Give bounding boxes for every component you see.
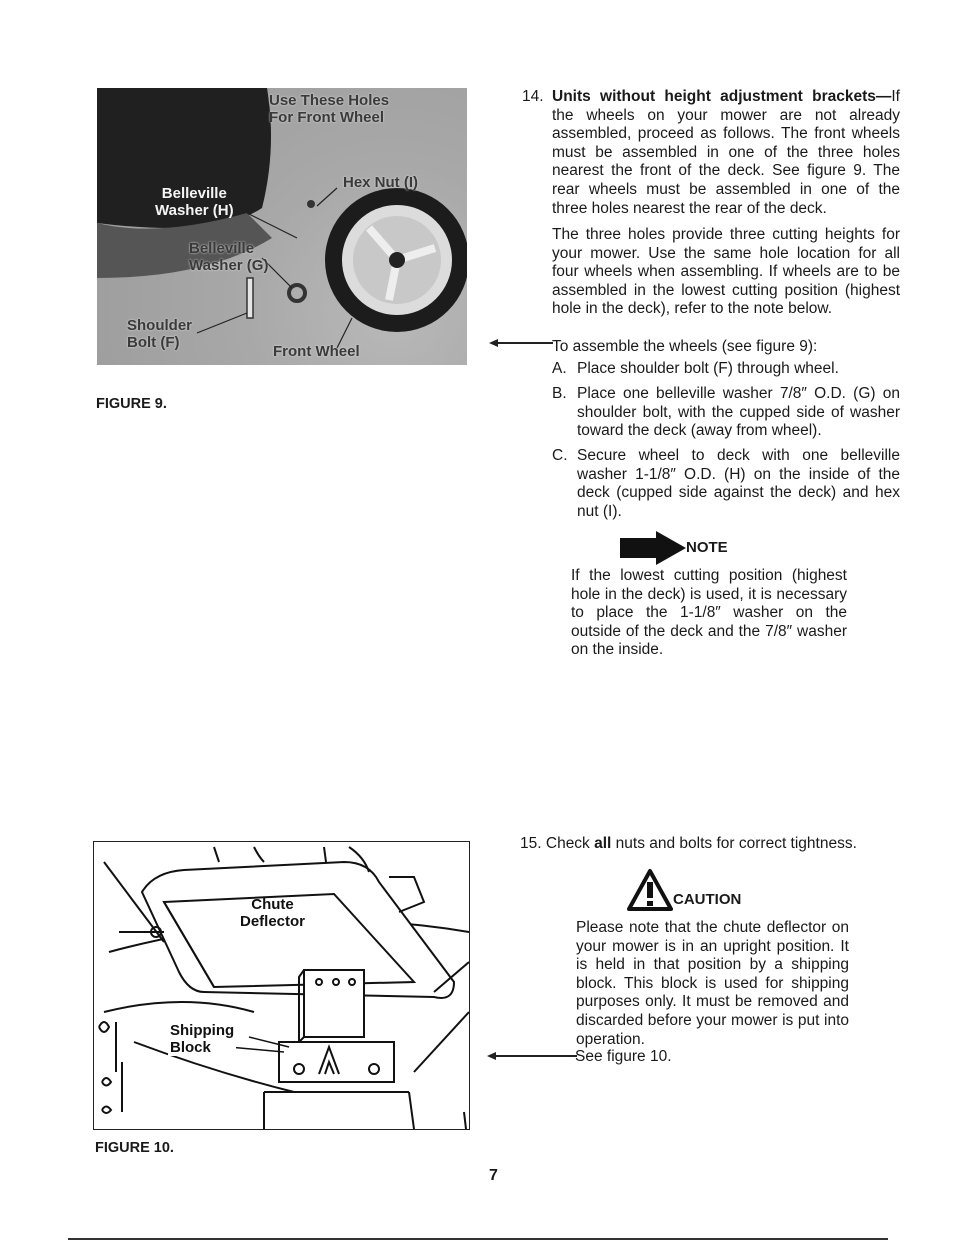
step-15-number: 15.	[520, 835, 542, 852]
see-figure-10: See figure 10.	[575, 1048, 672, 1065]
washer-g-label: Belleville Washer (G)	[189, 240, 269, 274]
bottom-rule	[68, 1238, 888, 1240]
step-15-prefix: Check	[545, 835, 595, 852]
step-14-number: 14.	[522, 88, 544, 105]
note-arrow-icon	[620, 531, 686, 565]
item-b-text: Place one belleville washer 7/8″ O.D. (G) on shoulder bolt, with the cupped side of washer toward the deck (away from wheel).	[577, 385, 900, 440]
hex-nut-label: Hex Nut (I)	[343, 174, 418, 191]
washer-h-label: Belleville Washer (H)	[155, 185, 234, 219]
chute-deflector-label: Chute Deflector	[240, 896, 306, 930]
step-14-heading: Units without height adjustment brackets—	[552, 88, 892, 105]
figure-9-caption: FIGURE 9.	[96, 396, 167, 412]
figure-10-caption: FIGURE 10.	[95, 1140, 174, 1156]
note-title: NOTE	[686, 539, 728, 556]
shoulder-bolt-label: Shoulder Bolt (F)	[127, 317, 193, 351]
step-15-bold: all	[594, 835, 612, 852]
assemble-text: To assemble the wheels (see figure 9):	[552, 338, 818, 355]
item-b-letter: B.	[552, 385, 567, 402]
step-15-suffix: nuts and bolts for correct tightness.	[611, 835, 857, 852]
item-c-letter: C.	[552, 447, 568, 464]
item-a-letter: A.	[552, 360, 567, 377]
use-holes-label: Use These Holes For Front Wheel	[269, 92, 390, 126]
front-wheel-label: Front Wheel	[273, 343, 360, 360]
caution-title: CAUTION	[673, 891, 742, 908]
figure-10-artwork	[94, 842, 469, 1129]
item-c-text: Secure wheel to deck with one belleville washer 1-1/8″ O.D. (H) on the inside of the deck (cupped side against the deck) and hex nut (I).	[577, 447, 900, 520]
step-14-intro-p1: If the wheels on your mower are not already assembled, proceed as follows. The front wheels must be assembled in one of the three holes nearest the front of the deck. See figure 9. The rear wheels must be assembled in one of the three holes nearest the rear of the deck.	[552, 88, 900, 217]
item-a-text: Place shoulder bolt (F) through wheel.	[577, 360, 839, 377]
step-14-intro	[552, 88, 900, 218]
step-15	[520, 835, 900, 854]
shipping-block-label: Shipping Block	[170, 1022, 235, 1056]
step-14-intro-p2: The three holes provide three cutting heights for your mower. Use the same hole location for all four wheels when assembling. If wheels are to be assembled in the lowest cutting position (highest hole in the deck), refer to the note below.	[552, 226, 900, 318]
figure-10-drawing	[93, 841, 470, 1130]
note-text: If the lowest cutting position (highest hole in the deck) is used, it is necessary to place the 1-1/8″ washer on the outside of the deck and the 7/8″ washer on the inside.	[571, 567, 847, 659]
figure-9-photo	[97, 88, 467, 365]
caution-warning-icon	[627, 868, 673, 912]
page-number: 7	[489, 1167, 498, 1184]
caution-text: Please note that the chute deflector on your mower is in an upright position. It is held in that position by a shipping block. This block is used for shipping purposes only. It must be removed and discarded before your mower is put into operation.	[576, 919, 849, 1048]
